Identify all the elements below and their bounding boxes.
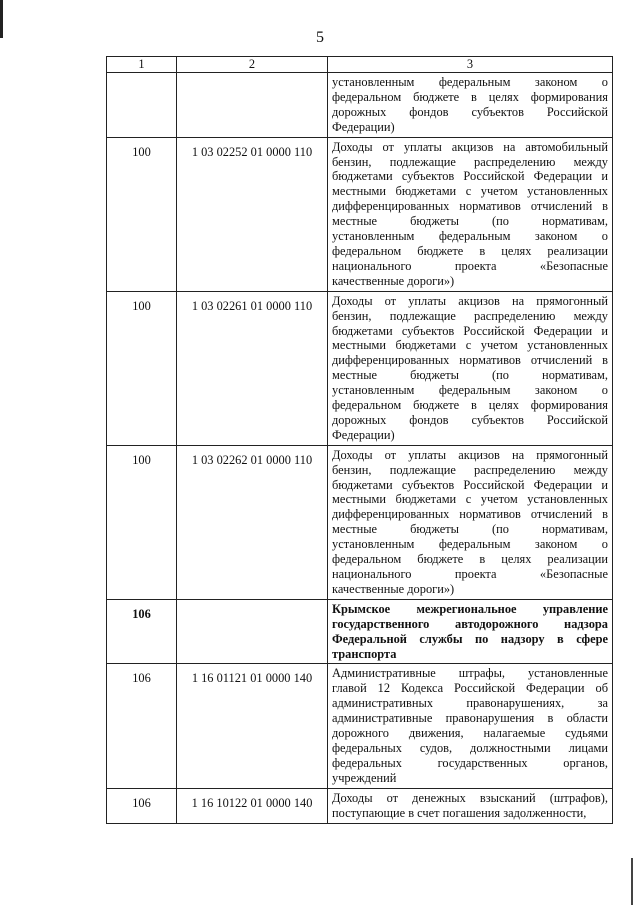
table-row: [107, 73, 613, 138]
header-col-1: 1: [107, 57, 177, 73]
table-row: [107, 291, 613, 445]
header-col-3: 3: [328, 57, 613, 73]
description-line: поступающие в счет погашения задолженности,: [332, 805, 587, 820]
description-line: местные бюджеты (по нормативам,: [332, 368, 608, 383]
revenue-classification-table: [106, 56, 613, 824]
description-line: бюджетами субъектов Российской Федерации и: [332, 477, 608, 492]
description-line: дифференцированных нормативов отчислений в: [332, 353, 608, 368]
budget-classification-code-cell: 1 03 02252 01 0000 110: [177, 137, 328, 291]
description-line: местными бюджетами с учетом установленных: [332, 338, 608, 353]
revenue-description-cell: [328, 788, 613, 823]
table-row: [107, 788, 613, 823]
description-line: местными бюджетами с учетом установленных: [332, 184, 608, 199]
description-line: местные бюджеты (по нормативам,: [332, 522, 608, 537]
description-line: бензин, подлежащие распределению между: [332, 154, 608, 169]
description-line: бюджетами субъектов Российской Федерации и: [332, 323, 608, 338]
description-line: Федеральной службы по надзору в сфере: [332, 631, 608, 646]
budget-classification-code-cell: 1 16 10122 01 0000 140: [177, 788, 328, 823]
description-line: установленным федеральным законом о: [332, 383, 608, 398]
description-line: бюджетами субъектов Российской Федерации и: [332, 169, 608, 184]
description-line: транспорта: [332, 646, 397, 661]
description-line: государственного автодорожного надзора: [332, 616, 608, 631]
admin-code-cell: [107, 73, 177, 138]
admin-code-cell: 100: [107, 137, 177, 291]
table-row: [107, 664, 613, 788]
description-line: федеральном бюджете в целях формирования: [332, 89, 608, 104]
description-line: дифференцированных нормативов отчислений в: [332, 199, 608, 214]
header-col-2: 2: [177, 57, 328, 73]
description-line: Доходы от уплаты акцизов на прямогонный: [332, 447, 608, 462]
admin-code-cell: 106: [107, 599, 177, 664]
description-line: национального проекта «Безопасные: [332, 567, 608, 581]
revenue-description-cell: [328, 599, 613, 664]
description-line: Федерации): [332, 119, 395, 134]
scan-edge-mark-right: [631, 858, 633, 905]
admin-code-cell: 106: [107, 788, 177, 823]
admin-code-cell: 100: [107, 291, 177, 445]
description-line: главой 12 Кодекса Российской Федерации об: [332, 681, 608, 696]
description-line: бензин, подлежащие распределению между: [332, 308, 608, 323]
revenue-description-cell: [328, 73, 613, 138]
budget-classification-code-cell: 1 03 02262 01 0000 110: [177, 445, 328, 599]
description-line: дорожных фондов субъектов Российской: [332, 412, 608, 427]
table-row: [107, 137, 613, 291]
description-line: национального проекта «Безопасные: [332, 258, 608, 273]
description-line: федеральных государственных органов,: [332, 755, 608, 770]
table-row: [107, 599, 613, 664]
budget-classification-code-cell: 1 03 02261 01 0000 110: [177, 291, 328, 445]
revenue-description-cell: [328, 445, 613, 599]
table-row: [107, 445, 613, 599]
description-line: дифференцированных нормативов отчислений в: [332, 507, 608, 522]
description-line: учреждений: [332, 770, 397, 785]
description-line: качественные дороги»): [332, 273, 455, 288]
budget-classification-code-cell: 1 16 01121 01 0000 140: [177, 664, 328, 788]
description-line: установленным федеральным законом о: [332, 229, 608, 244]
description-line: федеральном бюджете в целях реализации: [332, 243, 608, 258]
description-line: качественные дороги»): [332, 581, 455, 596]
description-line: установленным федеральным законом о: [332, 75, 608, 89]
description-line: Федерации): [332, 427, 395, 442]
admin-code-cell: 100: [107, 445, 177, 599]
description-line: Крымское межрегиональное управление: [332, 601, 608, 616]
description-line: дорожных фондов субъектов Российской: [332, 104, 608, 119]
description-line: федеральном бюджете в целях формирования: [332, 398, 608, 413]
description-line: федеральных судов, должностными лицами: [332, 740, 608, 755]
description-line: местные бюджеты (по нормативам,: [332, 214, 608, 229]
description-line: Доходы от уплаты акцизов на прямогонный: [332, 293, 608, 308]
table-body: [107, 73, 613, 824]
admin-code-cell: 106: [107, 664, 177, 788]
description-line: дорожного движения, налагаемые судьями: [332, 726, 608, 741]
description-line: Доходы от денежных взысканий (штрафов),: [332, 790, 608, 805]
description-line: федеральном бюджете в целях реализации: [332, 552, 608, 567]
description-line: административные правонарушения в области: [332, 711, 608, 726]
budget-classification-code-cell: [177, 73, 328, 138]
description-line: установленным федеральным законом о: [332, 537, 608, 552]
revenue-description-cell: [328, 291, 613, 445]
budget-classification-code-cell: [177, 599, 328, 664]
description-line: местными бюджетами с учетом установленных: [332, 492, 608, 507]
table-header-row: [107, 57, 613, 73]
page-number: 5: [316, 29, 324, 46]
revenue-description-cell: [328, 137, 613, 291]
description-line: бензин, подлежащие распределению между: [332, 462, 608, 477]
description-line: административных правонарушениях, за: [332, 696, 608, 711]
description-line: Доходы от уплаты акцизов на автомобильный: [332, 139, 608, 154]
revenue-description-cell: [328, 664, 613, 788]
description-line: Административные штрафы, установленные: [332, 666, 608, 681]
